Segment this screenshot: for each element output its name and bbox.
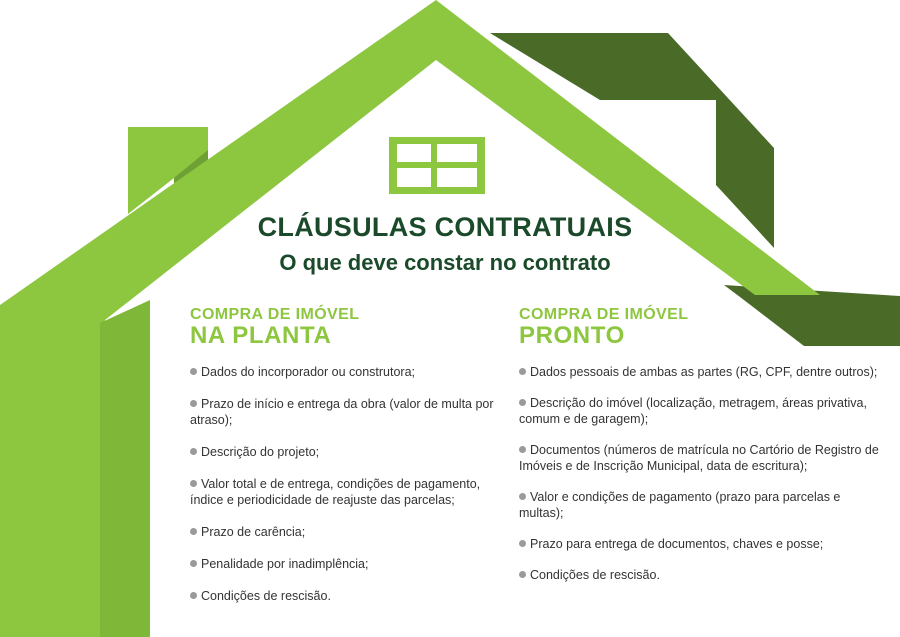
left-wall-shape <box>0 305 105 637</box>
list-item <box>190 524 500 540</box>
list-item-text: Valor e condições de pagamento (prazo para parcelas e multas); <box>519 490 841 520</box>
column-heading-big: PRONTO <box>519 322 625 349</box>
list-item-text: Condições de rescisão. <box>201 589 331 603</box>
bullet-dot-icon <box>519 446 526 453</box>
list-item <box>519 567 879 583</box>
page-subtitle: O que deve constar no contrato <box>279 250 611 275</box>
column-pronto <box>519 306 879 598</box>
bullet-dot-icon <box>190 448 197 455</box>
list-item <box>190 396 500 428</box>
wall-shade <box>100 300 150 637</box>
list-item <box>519 364 879 380</box>
bullet-dot-icon <box>190 528 197 535</box>
bullet-dot-icon <box>519 493 526 500</box>
column-heading-small: COMPRA DE IMÓVEL <box>190 306 360 323</box>
list-item <box>519 489 879 521</box>
column-heading-big: NA PLANTA <box>190 322 332 349</box>
clause-list <box>190 364 500 604</box>
list-item-text: Prazo para entrega de documentos, chaves e posse; <box>530 537 824 551</box>
list-item-text: Valor total e de entrega, condições de pagamento, índice e periodicidade de reajuste das parcelas; <box>190 477 481 507</box>
list-item <box>190 556 500 572</box>
bullet-dot-icon <box>190 400 197 407</box>
list-item <box>519 395 879 427</box>
column-na-planta <box>190 306 500 620</box>
list-item-text: Prazo de início e entrega da obra (valor de multa por atraso); <box>190 397 494 427</box>
clause-list <box>519 364 879 583</box>
list-item-text: Prazo de carência; <box>201 525 306 539</box>
list-item <box>519 536 879 552</box>
list-item <box>190 444 500 460</box>
bullet-dot-icon <box>519 540 526 547</box>
bullet-dot-icon <box>519 571 526 578</box>
column-heading-small: COMPRA DE IMÓVEL <box>519 306 689 323</box>
list-item-text: Descrição do projeto; <box>201 445 320 459</box>
list-item-text: Dados pessoais de ambas as partes (RG, CPF, dentre outros); <box>530 365 878 379</box>
list-item <box>519 442 879 474</box>
list-item <box>190 588 500 604</box>
bullet-dot-icon <box>190 480 197 487</box>
list-item <box>190 364 500 380</box>
bullet-dot-icon <box>190 368 197 375</box>
bullet-dot-icon <box>190 592 197 599</box>
bullet-dot-icon <box>519 368 526 375</box>
list-item-text: Dados do incorporador ou construtora; <box>201 365 416 379</box>
list-item-text: Penalidade por inadimplência; <box>201 557 369 571</box>
bullet-dot-icon <box>190 560 197 567</box>
list-item-text: Condições de rescisão. <box>530 568 660 582</box>
list-item-text: Documentos (números de matrícula no Cartório de Registro de Imóveis e de Inscrição Municipal, data de escritura); <box>519 443 879 473</box>
bullet-dot-icon <box>519 399 526 406</box>
page-title: CLÁUSULAS CONTRATUAIS <box>257 212 633 242</box>
list-item-text: Descrição do imóvel (localização, metragem, áreas privativa, comum e de garagem); <box>519 396 867 426</box>
list-item <box>190 476 500 508</box>
window-icon <box>389 137 485 194</box>
